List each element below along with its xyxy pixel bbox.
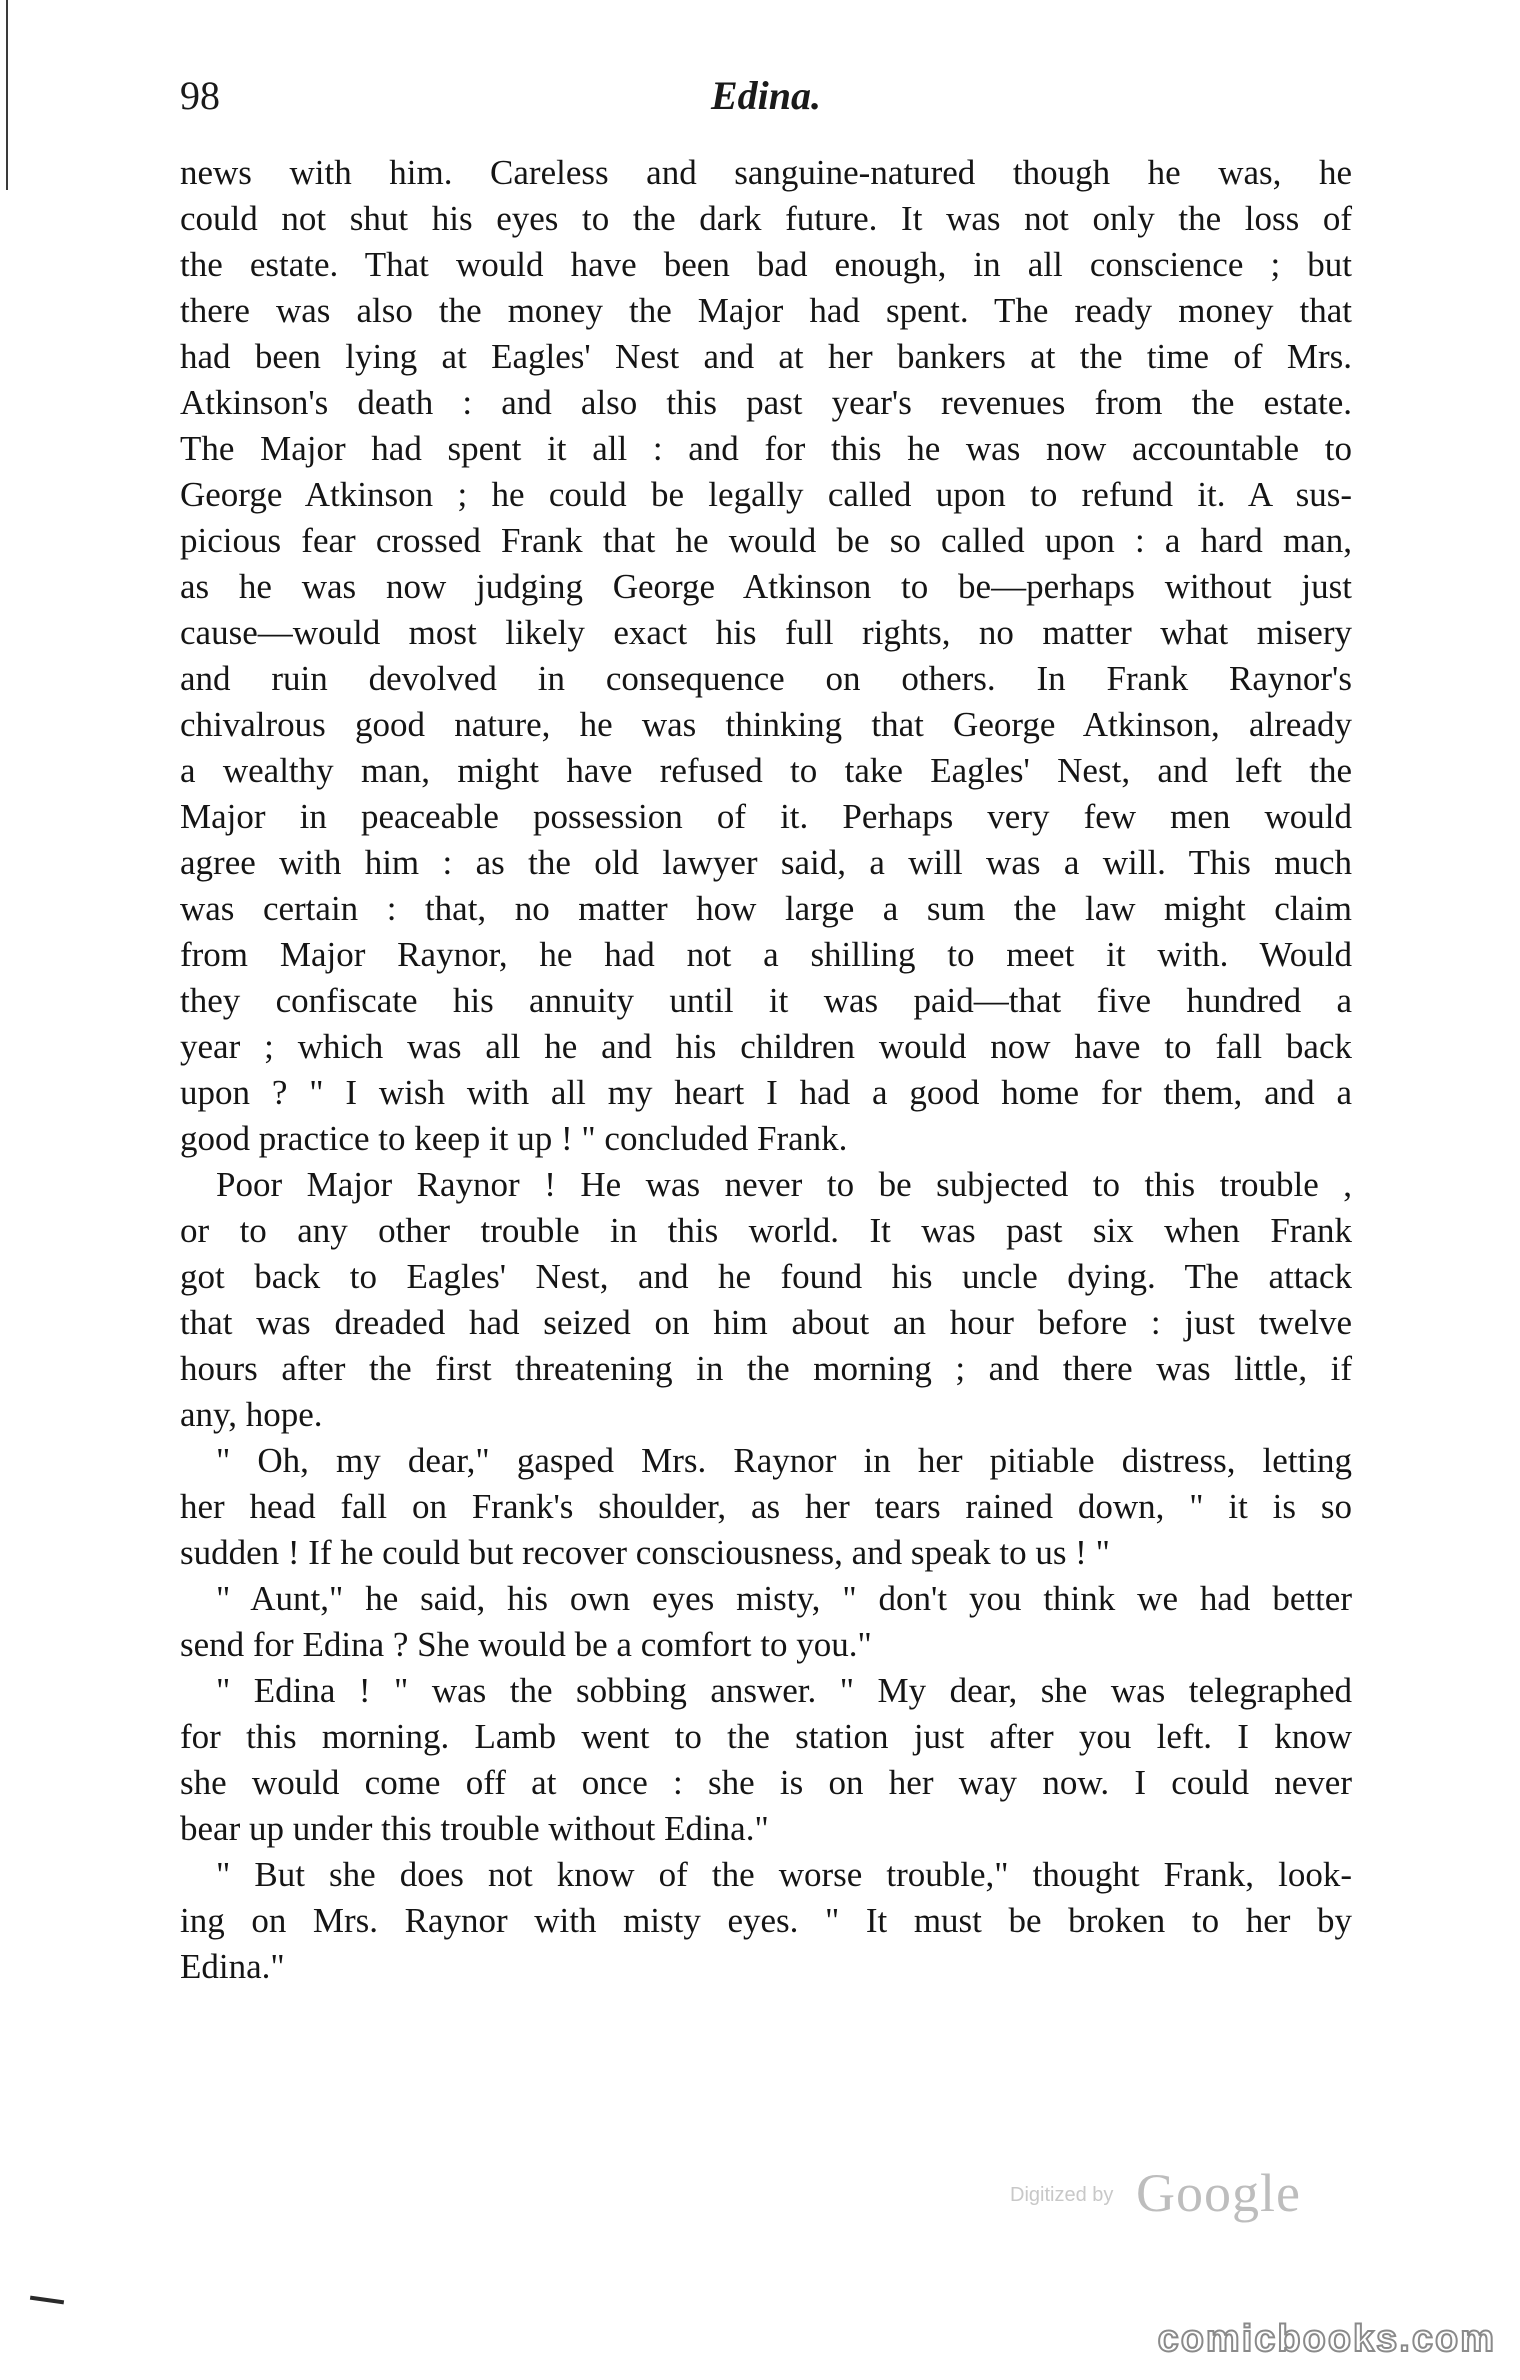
text-line: got back to Eagles' Nest, and he found his uncle dying. The attack [180,1257,1352,1296]
text-line: from Major Raynor, he had not a shilling to meet it with. Would [180,935,1352,974]
text-line: Edina." [180,1947,285,1986]
text-line: " Aunt," he said, his own eyes misty, " don't you think we had better [216,1579,1352,1618]
text-line: The Major had spent it all : and for this he was now accountable to [180,429,1352,468]
text-line: was certain : that, no matter how large a sum the law might claim [180,889,1352,928]
text-line: " But she does not know of the worse trouble," thought Frank, look- [216,1855,1352,1894]
text-line: " Edina ! " was the sobbing answer. " My dear, she was telegraphed [216,1671,1352,1710]
text-line: she would come off at once : she is on her way now. I could never [180,1763,1352,1802]
text-line: cause—would most likely exact his full rights, no matter what misery [180,613,1352,652]
text-line: the estate. That would have been bad enough, in all conscience ; but [180,245,1352,284]
running-title: Edina. [710,73,822,118]
text-line: good practice to keep it up ! " concluded Frank. [180,1119,848,1158]
text-line: George Atkinson ; he could be legally called upon to refund it. A sus- [180,475,1352,514]
text-line: Atkinson's death : and also this past year's revenues from the estate. [180,383,1352,422]
page-number: 98 [180,73,220,118]
text-line: or to any other trouble in this world. It was past six when Frank [180,1211,1352,1250]
text-line: " Oh, my dear," gasped Mrs. Raynor in her pitiable distress, letting [216,1441,1352,1480]
running-head [180,72,1352,132]
body-text [180,150,1352,1990]
text-line: ing on Mrs. Raynor with misty eyes. " It must be broken to her by [180,1901,1352,1940]
text-line: year ; which was all he and his children would now have to fall back [180,1027,1352,1066]
text-line: her head fall on Frank's shoulder, as her tears rained down, " it is so [180,1487,1352,1526]
text-line: upon ? " I wish with all my heart I had a good home for them, and a [180,1073,1352,1112]
text-line: news with him. Careless and sanguine-natured though he was, he [180,153,1352,192]
text-line: for this morning. Lamb went to the station just after you left. I know [180,1717,1352,1756]
digitized-by-label: Digitized by [1010,2184,1114,2206]
text-line: they confiscate his annuity until it was paid—that five hundred a [180,981,1352,1020]
text-line: Poor Major Raynor ! He was never to be subjected to this trouble , [216,1165,1352,1204]
text-line: bear up under this trouble without Edina." [180,1809,769,1848]
google-logo: Google [1136,2163,1301,2223]
text-line: hours after the first threatening in the morning ; and there was little, if [180,1349,1352,1388]
text-line: sudden ! If he could but recover consciousness, and speak to us ! " [180,1533,1110,1572]
source-watermark: comicbooks.com [1157,2318,1496,2360]
text-line: that was dreaded had seized on him about an hour before : just twelve [180,1303,1352,1342]
text-line: could not shut his eyes to the dark future. It was not only the loss of [180,199,1352,238]
text-line: picious fear crossed Frank that he would be so called upon : a hard man, [180,521,1352,560]
text-line: agree with him : as the old lawyer said, a will was a will. This much [180,843,1352,882]
digitized-watermark [1010,2162,1330,2222]
text-line: as he was now judging George Atkinson to be—perhaps without just [180,567,1352,606]
scan-edge-line [6,0,8,190]
text-line: any, hope. [180,1395,323,1434]
text-line: Major in peaceable possession of it. Perhaps very few men would [180,797,1352,836]
text-line: a wealthy man, might have refused to take Eagles' Nest, and left the [180,751,1352,790]
text-line: chivalrous good nature, he was thinking that George Atkinson, already [180,705,1352,744]
text-line: and ruin devolved in consequence on others. In Frank Raynor's [180,659,1352,698]
text-line: had been lying at Eagles' Nest and at her bankers at the time of Mrs. [180,337,1352,376]
margin-mark [30,2296,64,2305]
text-line: there was also the money the Major had spent. The ready money that [180,291,1352,330]
text-line: send for Edina ? She would be a comfort to you." [180,1625,872,1664]
